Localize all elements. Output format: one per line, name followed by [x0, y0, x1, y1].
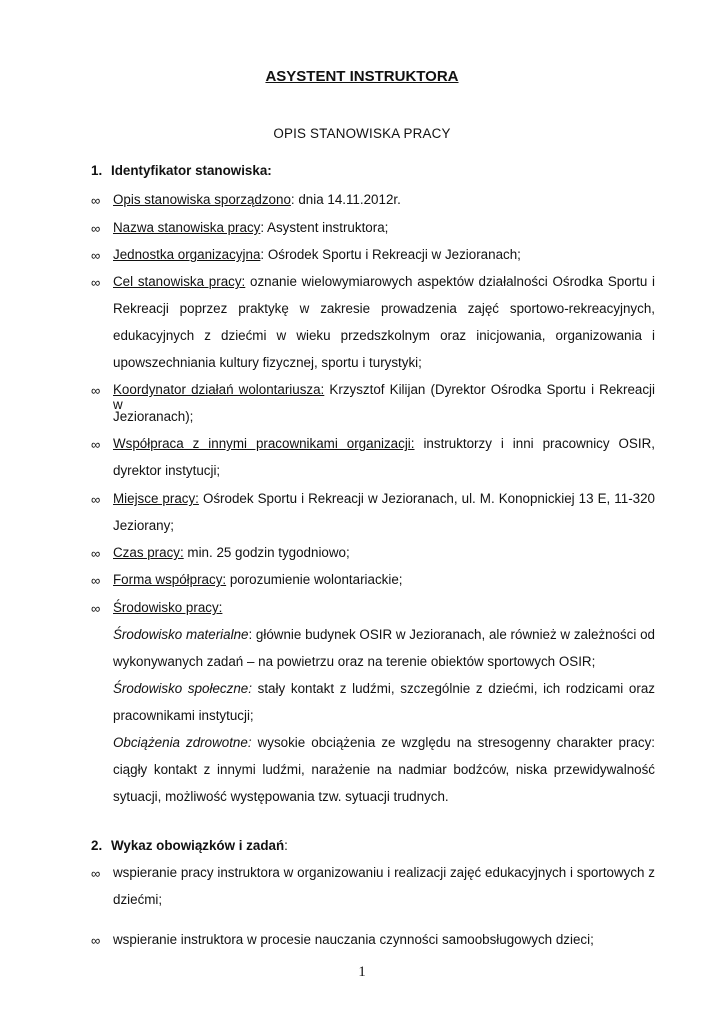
list-item-koordynator-line: Jezioranach);: [113, 409, 194, 424]
section-1-heading: [91, 163, 272, 178]
sub-label: Środowisko materialne: [113, 627, 249, 642]
srodowisko-spoleczne-line: pracownikami instytucji;: [113, 708, 254, 723]
sub-value: wysokie obciążenia ze względu na stresogenny charakter pracy:: [251, 735, 655, 750]
item-value: oznanie wielowymiarowych aspektów działalności Ośrodka Sportu i: [245, 274, 655, 289]
list-item-wspolpraca-line: dyrektor instytucji;: [113, 463, 221, 478]
infinity-bullet-icon: ∞: [91, 193, 101, 208]
item-value: : dnia 14.11.2012r.: [290, 192, 401, 207]
section-title-tail: :: [284, 838, 288, 853]
duty-item-line: dziećmi;: [113, 892, 163, 907]
list-item-miejsce: [113, 491, 655, 506]
item-value: Ośrodek Sportu i Rekreacji w Jezioranach, ul. M. Konopnickiej 13 E, 11-320: [198, 491, 656, 506]
list-item-forma: [113, 572, 655, 587]
item-value: : Asystent instruktora;: [260, 220, 389, 235]
duty-item: wspieranie instruktora w procesie nauczania czynności samoobsługowych dzieci;: [113, 932, 594, 947]
item-label: Współpraca z innymi pracownikami organizacji:: [113, 436, 415, 451]
item-value: Krzysztof Kilijan (Dyrektor Ośrodka Sportu i Rekreacji w: [113, 382, 655, 412]
page-number: 1: [358, 964, 366, 980]
srodowisko-materialne: [113, 627, 655, 642]
list-item-koordynator: [113, 382, 655, 412]
item-label: Koordynator działań wolontariusza:: [113, 382, 325, 397]
list-item-cel-line: upowszechniania kultury fizycznej, sportu i turystyki;: [113, 355, 422, 370]
item-label: Środowisko pracy:: [113, 600, 223, 615]
infinity-bullet-icon: ∞: [91, 383, 101, 398]
infinity-bullet-icon: ∞: [91, 546, 101, 561]
item-value: : Ośrodek Sportu i Rekreacji w Jezioranach;: [260, 247, 521, 262]
list-item-cel: [113, 274, 655, 289]
item-value: min. 25 godzin tygodniowo;: [183, 545, 350, 560]
obciazenia-zdrowotne-line: ciągły kontakt z innymi ludźmi, narażenie na nadmiar bodźców, niska przewidywalność: [113, 762, 655, 777]
list-item-miejsce-line: Jeziorany;: [113, 518, 175, 533]
srodowisko-spoleczne: [113, 681, 655, 696]
list-item-wspolpraca: [113, 436, 655, 451]
item-label: Opis stanowiska sporządzono: [113, 192, 291, 207]
item-value: instruktorzy i inni pracownicy OSIR,: [414, 436, 655, 451]
infinity-bullet-icon: ∞: [91, 492, 101, 507]
infinity-bullet-icon: ∞: [91, 573, 101, 588]
item-label: Miejsce pracy:: [113, 491, 199, 506]
item-label: Nazwa stanowiska pracy: [113, 220, 261, 235]
item-label: Forma współpracy:: [113, 572, 227, 587]
srodowisko-materialne-line: wykonywanych zadań – na powietrzu oraz na terenie obiektów sportowych OSIR;: [113, 654, 596, 669]
list-item-opis: [113, 192, 655, 207]
section-title: Wykaz obowiązków i zadań: [111, 838, 285, 853]
section-number: 1.: [91, 163, 103, 178]
sub-label: Obciążenia zdrowotne:: [113, 735, 252, 750]
list-item-cel-line: edukacyjnych z dziećmi w wieku przedszkolnym oraz inicjowania, organizowania i: [113, 328, 655, 343]
list-item-czas: [113, 545, 655, 560]
document-title: ASYSTENT INSTRUKTORA: [265, 68, 459, 85]
list-item-cel-line: Rekreacji poprzez praktykę w zakresie prowadzenia zajęć sportowo-rekreacyjnych,: [113, 301, 655, 316]
item-label: Cel stanowiska pracy:: [113, 274, 246, 289]
list-item-srodowisko: [113, 600, 655, 615]
section-2-heading: [91, 838, 288, 853]
sub-value: stały kontakt z ludźmi, szczególnie z dziećmi, ich rodzicami oraz: [251, 681, 655, 696]
duty-item: wspieranie pracy instruktora w organizowaniu i realizacji zajęć edukacyjnych i sportowych z: [113, 865, 655, 880]
infinity-bullet-icon: ∞: [91, 221, 101, 236]
infinity-bullet-icon: ∞: [91, 866, 101, 881]
obciazenia-zdrowotne: [113, 735, 655, 750]
obciazenia-zdrowotne-line: sytuacji, możliwość występowania tzw. sytuacji trudnych.: [113, 789, 449, 804]
infinity-bullet-icon: ∞: [91, 437, 101, 452]
section-title: Identyfikator stanowiska:: [111, 163, 272, 178]
sub-label: Środowisko społeczne:: [113, 681, 252, 696]
infinity-bullet-icon: ∞: [91, 933, 101, 948]
item-label: Czas pracy:: [113, 545, 184, 560]
sub-value: : głównie budynek OSIR w Jezioranach, ale również w zależności od: [248, 627, 655, 642]
item-label: Jednostka organizacyjna: [113, 247, 261, 262]
infinity-bullet-icon: ∞: [91, 248, 101, 263]
infinity-bullet-icon: ∞: [91, 601, 101, 616]
list-item-jednostka: [113, 247, 655, 262]
list-item-nazwa: [113, 220, 655, 235]
section-number: 2.: [91, 838, 103, 853]
document-subtitle: OPIS STANOWISKA PRACY: [273, 126, 451, 141]
infinity-bullet-icon: ∞: [91, 275, 101, 290]
item-value: porozumienie wolontariackie;: [226, 572, 403, 587]
